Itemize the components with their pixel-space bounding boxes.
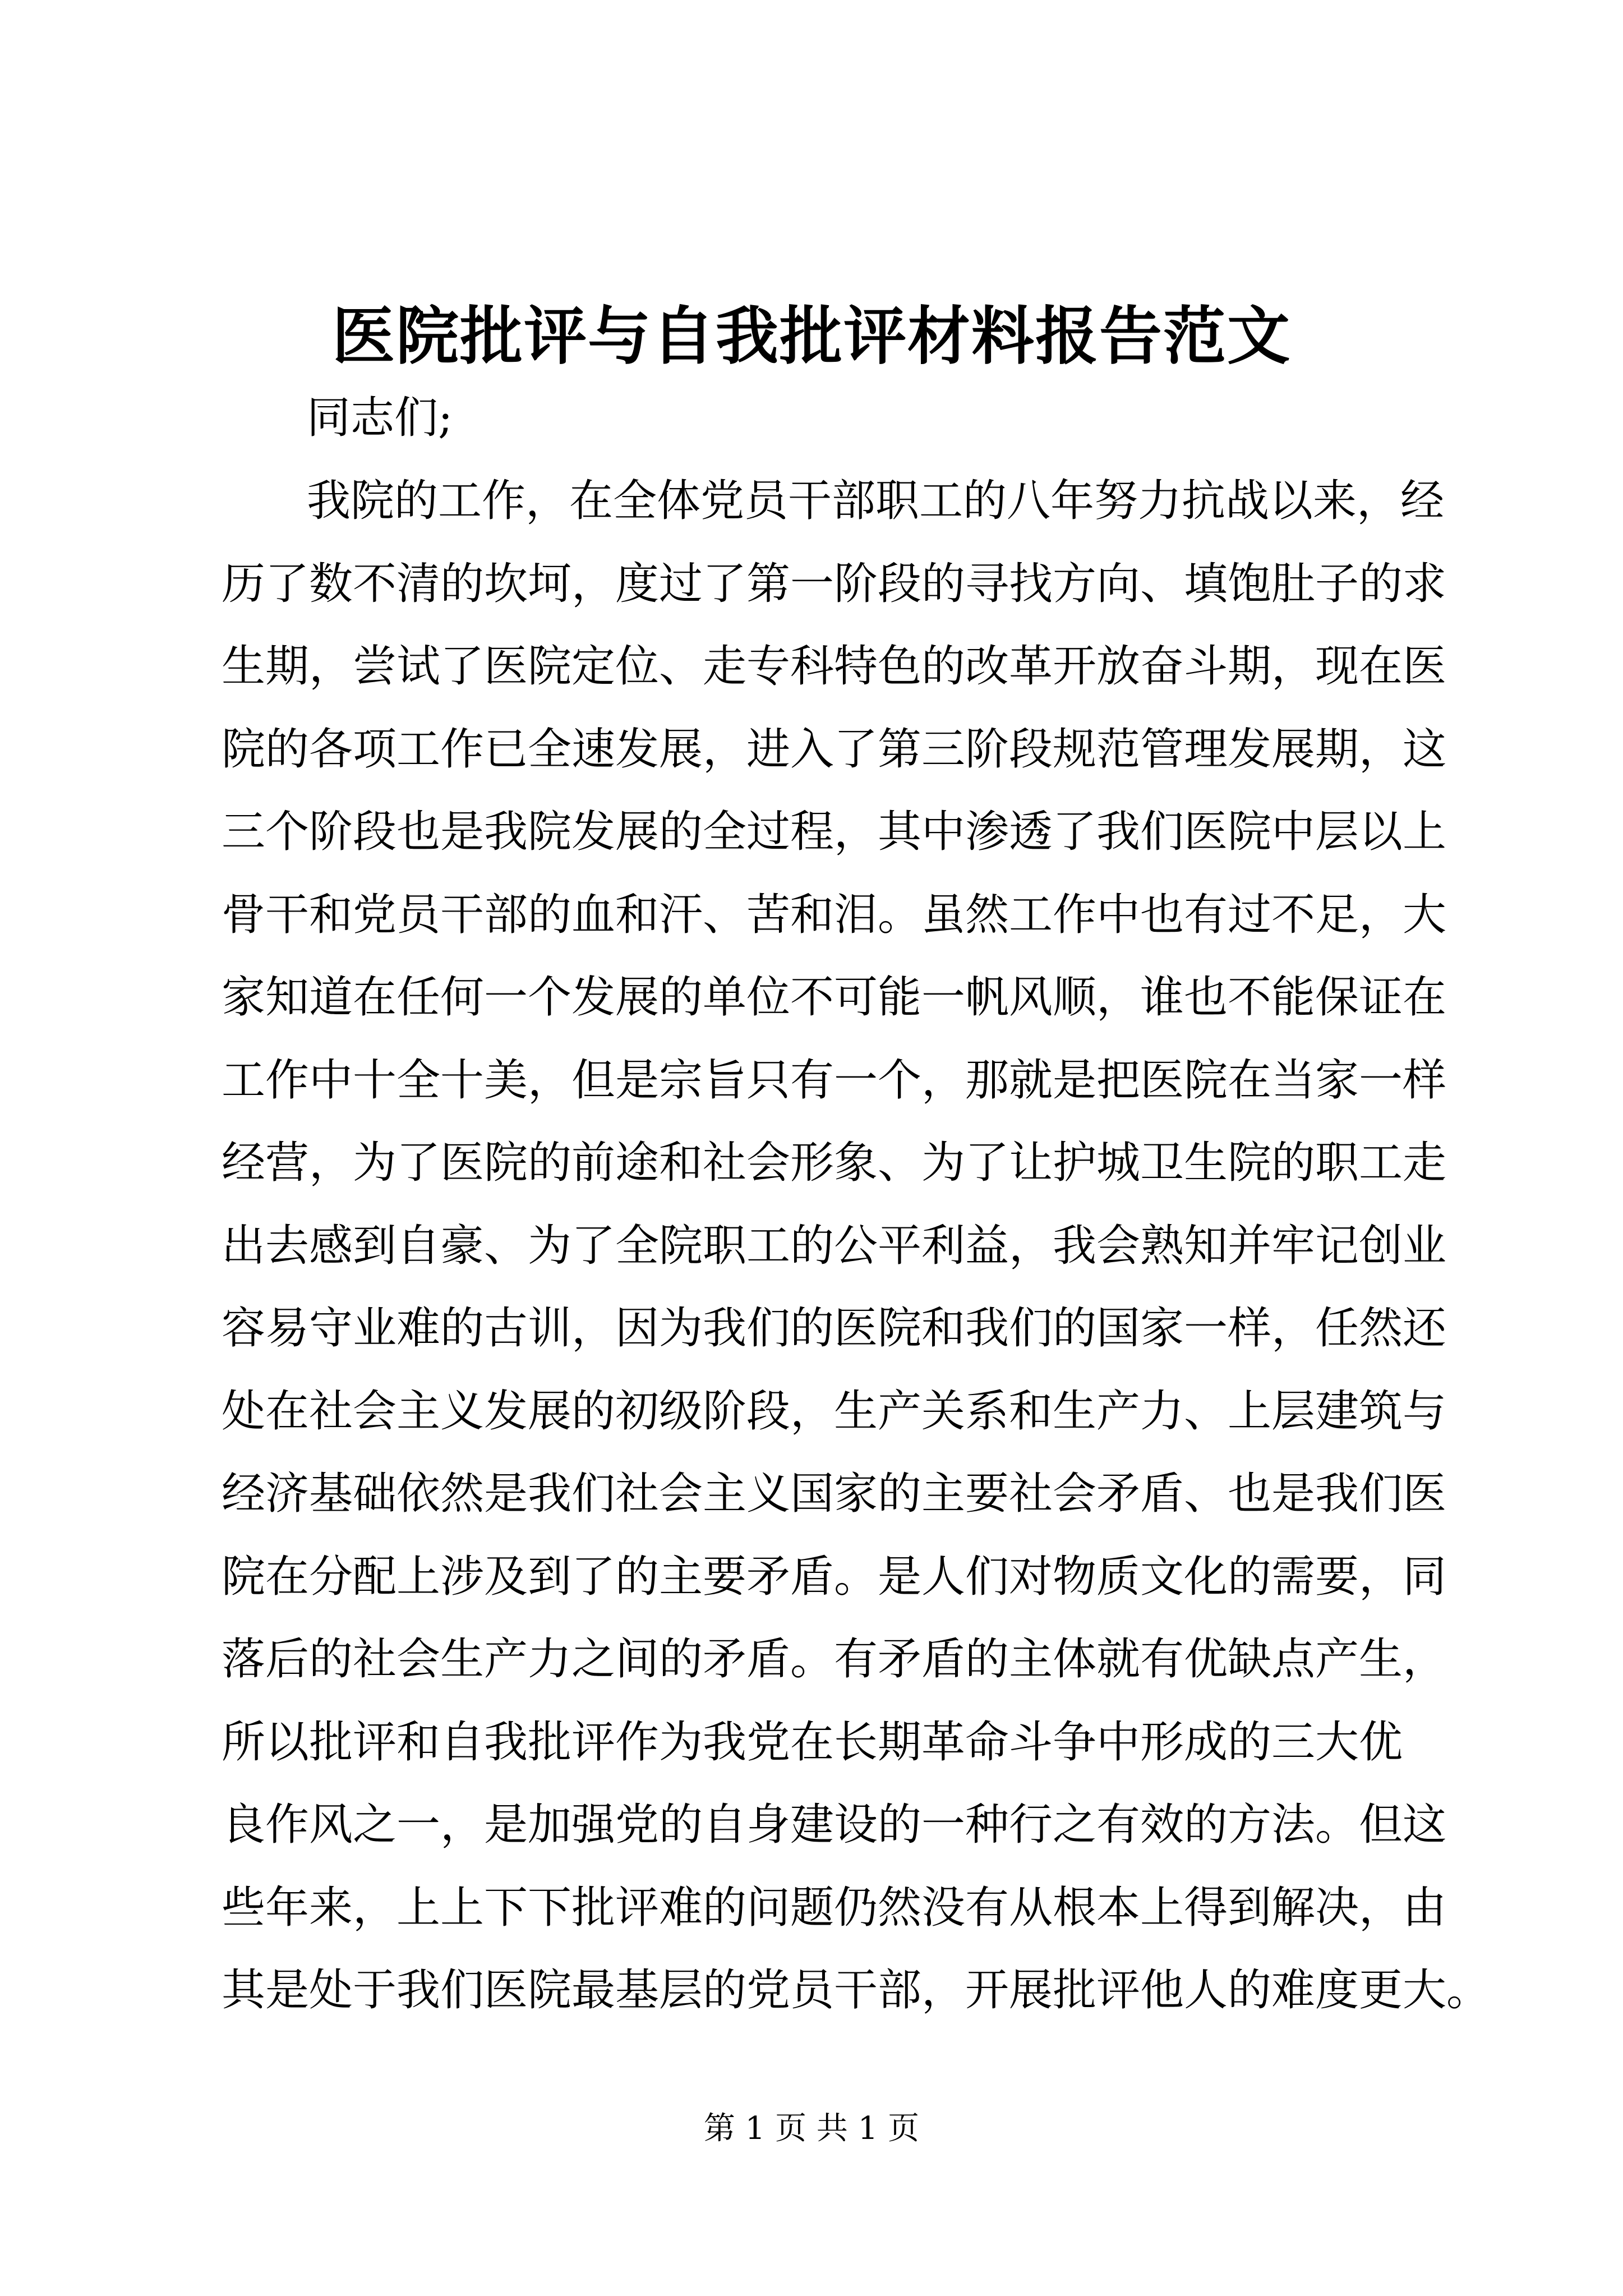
salutation: 同志们; (307, 393, 453, 443)
text-line: 所以批评和自我批评作为我党在长期革命斗争中形成的三大优 (222, 1717, 1403, 1768)
text-line: 容易守业难的古训，因为我们的医院和我们的国家一样，任然还 (222, 1303, 1447, 1354)
text-line: 出去感到自豪、为了全院职工的公平利益，我会熟知并牢记创业 (222, 1220, 1447, 1271)
text-line: 院在分配上涉及到了的主要矛盾。是人们对物质文化的需要，同 (222, 1551, 1447, 1602)
text-line: 落后的社会生产力之间的矛盾。有矛盾的主体就有优缺点产生， (222, 1634, 1447, 1685)
text-line: 其是处于我们医院最基层的党员干部，开展批评他人的难度更大。 (222, 1965, 1491, 2016)
text-line: 家知道在任何一个发展的单位不可能一帆风顺，谁也不能保证在 (222, 972, 1447, 1023)
text-line: 经济基础依然是我们社会主义国家的主要社会矛盾、也是我们医 (222, 1469, 1447, 1519)
document-title: 医院批评与自我批评材料报告范文 (332, 300, 1291, 373)
text-line: 处在社会主义发展的初级阶段，生产关系和生产力、上层建筑与 (222, 1386, 1447, 1437)
text-line: 历了数不清的坎坷，度过了第一阶段的寻找方向、填饱肚子的求 (222, 558, 1447, 609)
text-line: 骨干和党员干部的血和汗、苦和泪。虽然工作中也有过不足，大 (222, 889, 1447, 940)
text-line: 三个阶段也是我院发展的全过程，其中渗透了我们医院中层以上 (222, 807, 1447, 857)
text-line: 生期，尝试了医院定位、走专科特色的改革开放奋斗期，现在医 (222, 641, 1447, 692)
text-line: 我院的工作，在全体党员干部职工的八年努力抗战以来，经 (307, 476, 1445, 526)
text-line: 良作风之一，是加强党的自身建设的一种行之有效的方法。但这 (222, 1800, 1447, 1850)
body-text (222, 470, 1491, 2042)
text-line: 工作中十全十美，但是宗旨只有一个，那就是把医院在当家一样 (222, 1055, 1447, 1106)
text-line: 些年来，上上下下批评难的问题仍然没有从根本上得到解决，由 (222, 1882, 1447, 1933)
text-line: 院的各项工作已全速发展，进入了第三阶段规范管理发展期，这 (222, 724, 1447, 775)
page-footer: 第 1 页 共 1 页 (703, 2110, 920, 2147)
text-line: 经营，为了医院的前途和社会形象、为了让护城卫生院的职工走 (222, 1138, 1447, 1188)
